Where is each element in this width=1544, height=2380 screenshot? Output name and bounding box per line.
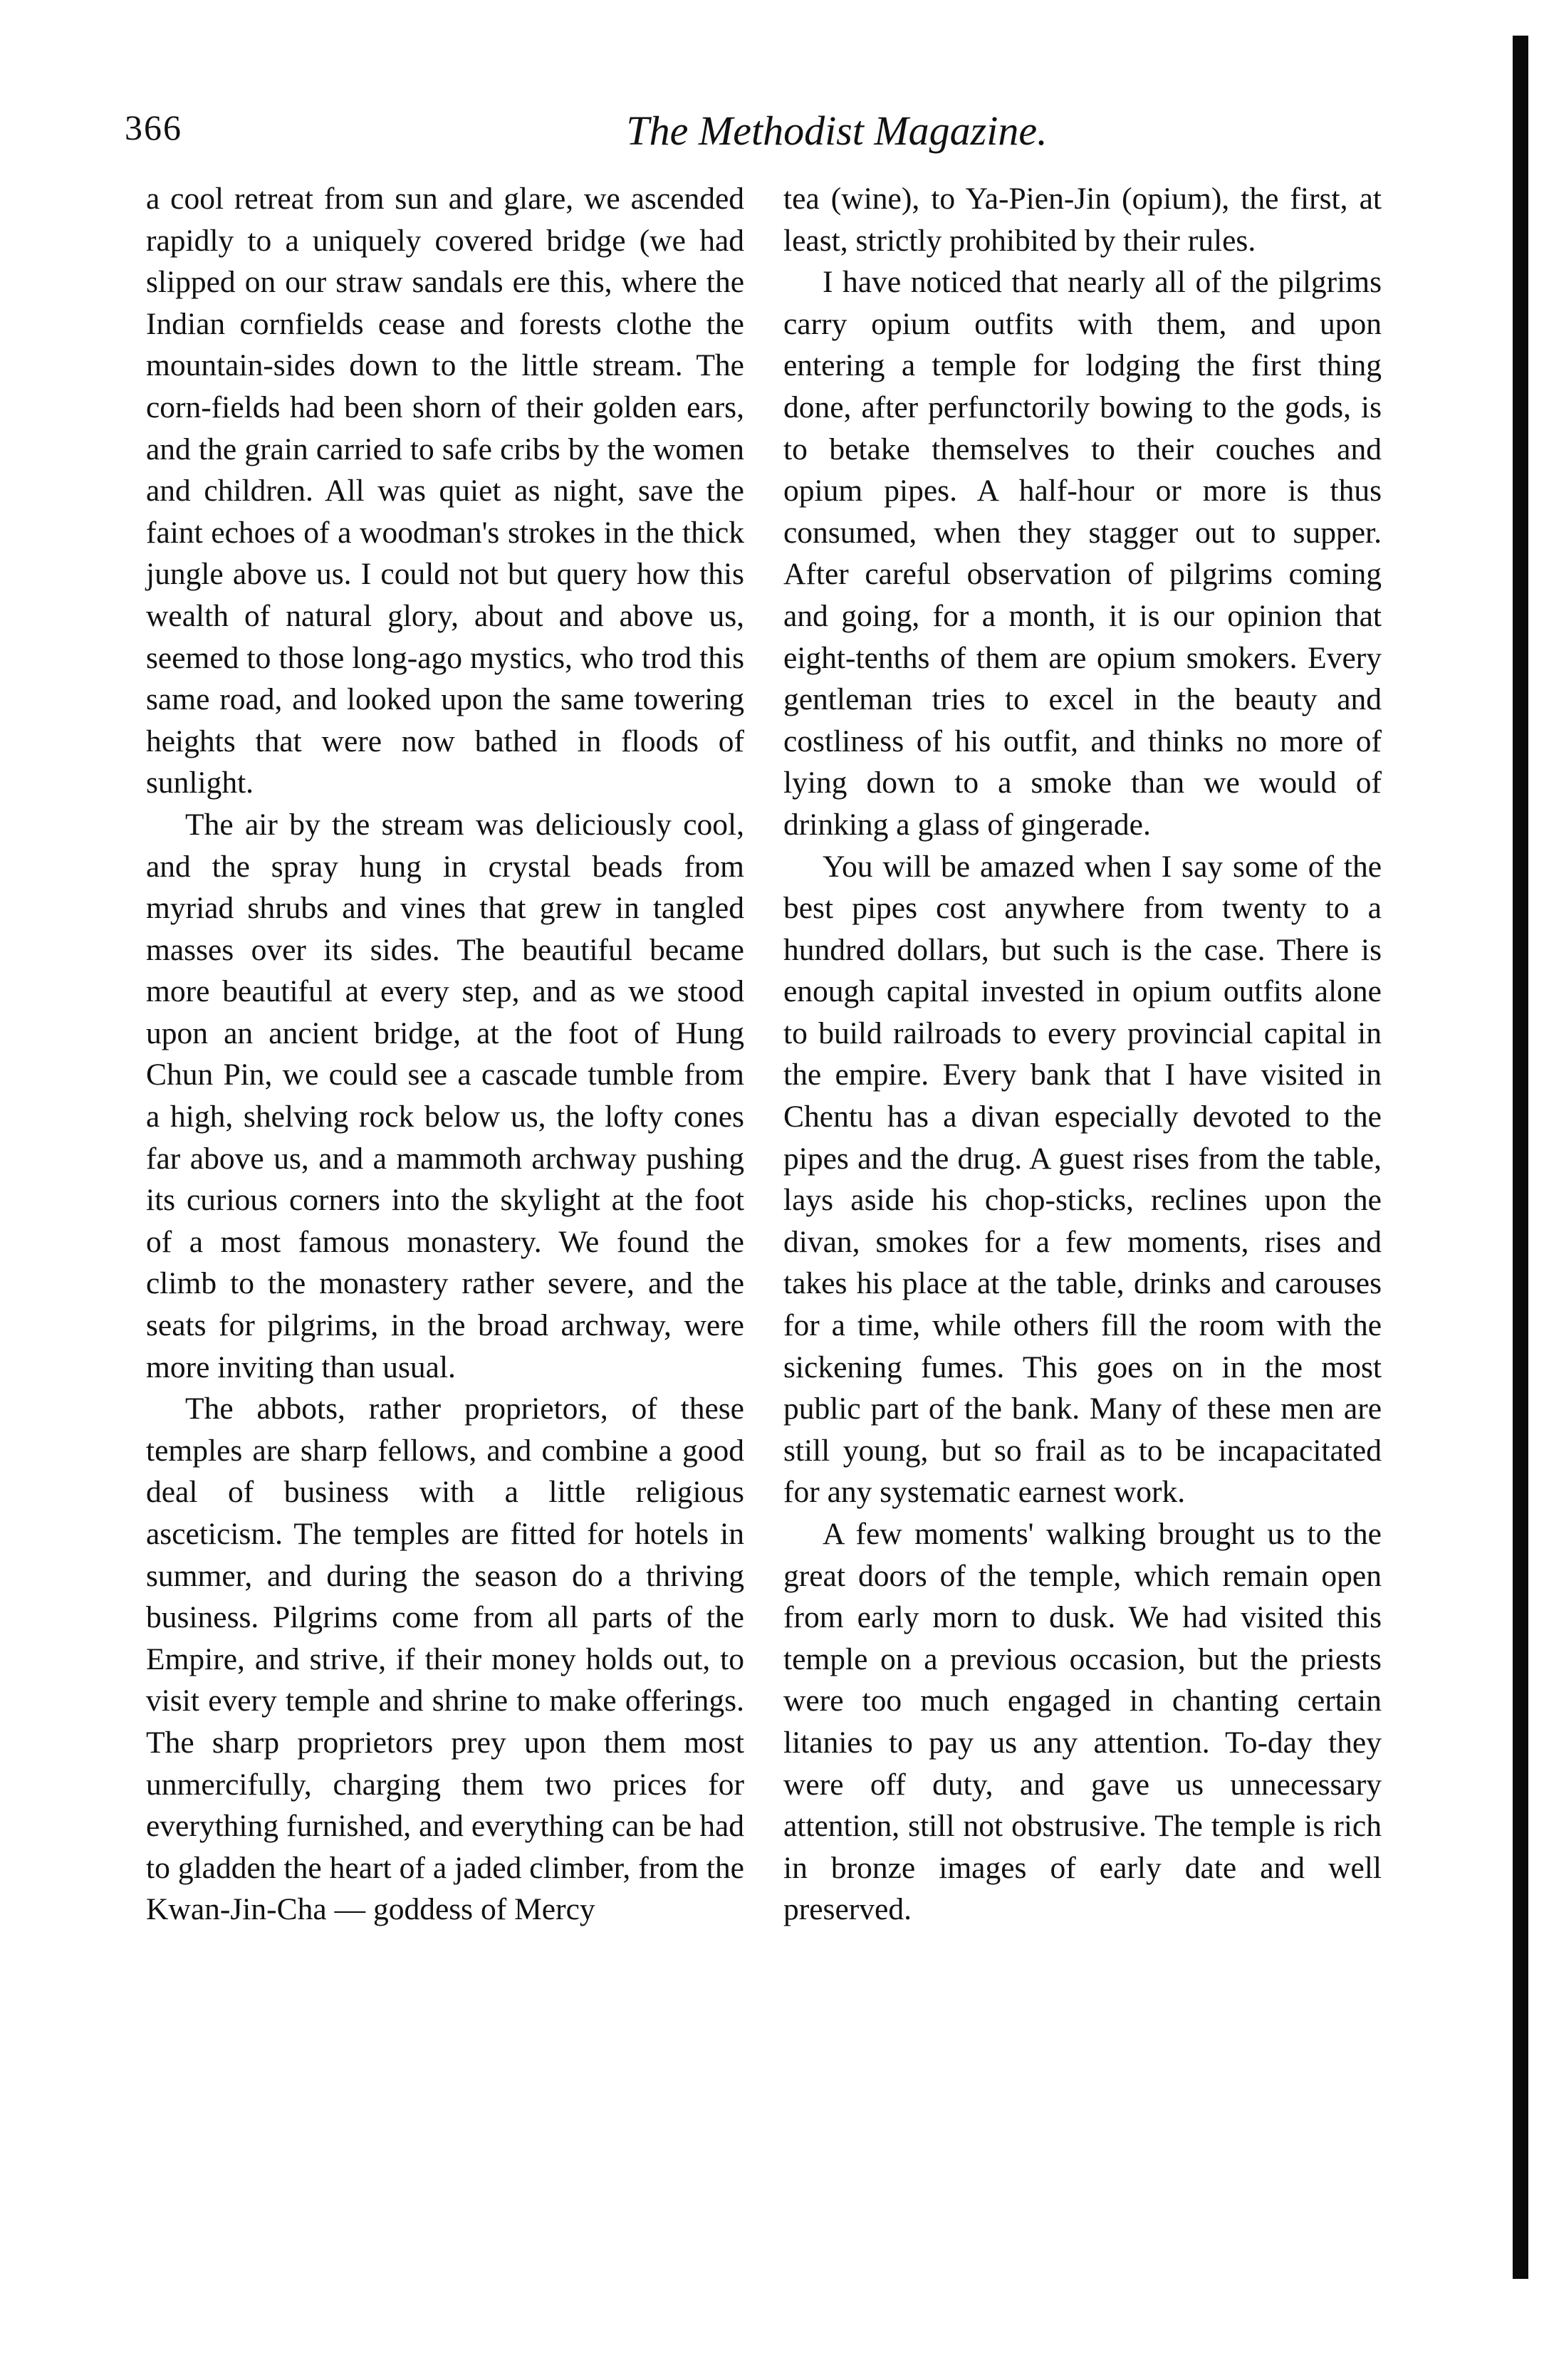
paragraph: You will be amazed when I say some of the best pipes cost anywhere from twenty to a hundred dollars, but such is the case. There is enough capital invested in opium outfits alone to build railroads to every provincial capital in the empire. Every bank that I have visited in Chentu has a divan especially devoted to the pipes and the drug. A guest rises from the table, lays aside his chop-sticks, reclines upon the divan, smokes for a few moments, rises and takes his place at the table, drinks and carouses for a time, while others fill the room with the sickening fumes. This goes on in the most public part of the bank. Many of these men are still young, but so frail as to be incapacitated for any systematic earnest work. (783, 849, 1382, 1510)
paragraph: I have noticed that nearly all of the pilgrims carry opium outfits with them, and upon entering a temple for lodging the first thing done, after perfunctorily bowing to the gods, is to betake themselves to their couches and opium pipes. A half-hour or more is thus consumed, when they stagger out to supper. After careful observation of pilgrims coming and going, for a month, it is our opinion that eight-tenths of them are opium smokers. Every gentleman tries to excel in the beauty and costliness of his outfit, and thinks no more of lying down to a smoke than we would of drinking a glass of gingerade. (783, 265, 1382, 842)
paragraph: a cool retreat from sun and glare, we ascended rapidly to a uniquely covered bridge (we had slipped on our straw sandals ere this, where the Indian cornfields cease and forests clothe the mountain-sides down to the little stream. The corn-fields had been shorn of their golden ears, and the grain carried to safe cribs by the women and children. All was quiet as night, save the faint echoes of a woodman's strokes in the thick jungle above us. I could not but query how this wealth of natural glory, about and above us, seemed to those long-ago mystics, who trod this same road, and looked upon the same towering heights that were now bathed in floods of sunlight. (146, 182, 744, 800)
page-edge-bar (1513, 36, 1528, 2279)
left-column (146, 178, 744, 1931)
running-title: The Methodist Magazine. (626, 108, 1048, 154)
right-column (783, 178, 1382, 1931)
page-header (125, 107, 1435, 164)
paragraph: The abbots, rather proprietors, of these temples are sharp fellows, and combine a good deal of business with a little religious asceticism. The temples are fitted for hotels in summer, and during the season do a thriving business. Pilgrims come from all parts of the Empire, and strive, if their money holds out, to visit every temple and shrine to make offerings. The sharp proprietors prey upon them most unmercifully, charging them two prices for everything furnished, and everything can be had to gladden the heart of a jaded climber, from the Kwan-Jin-Cha — goddess of Mercy (146, 1392, 744, 1927)
paragraph: tea (wine), to Ya-Pien-Jin (opium), the first, at least, strictly prohibited by their rules. (783, 182, 1382, 258)
paragraph: A few moments' walking brought us to the great doors of the temple, which remain open from early morn to dusk. We had visited this temple on a previous occasion, but the priests were too much engaged in chanting certain litanies to pay us any attention. To-day they were off duty, and gave us unnecessary attention, still not obstrusive. The temple is rich in bronze images of early date and well preserved. (783, 1517, 1382, 1927)
page-number: 366 (125, 108, 182, 147)
paragraph: The air by the stream was deliciously cool, and the spray hung in crystal beads from myriad shrubs and vines that grew in tangled masses over its sides. The beautiful became more beautiful at every step, and as we stood upon an ancient bridge, at the foot of Hung Chun Pin, we could see a cascade tumble from a high, shelving rock below us, the lofty cones far above us, and a mammoth archway pushing its curious corners into the skylight at the foot of a most famous monastery. We found the climb to the monastery rather severe, and the seats for pilgrims, in the broad archway, were more inviting than usual. (146, 807, 744, 1384)
